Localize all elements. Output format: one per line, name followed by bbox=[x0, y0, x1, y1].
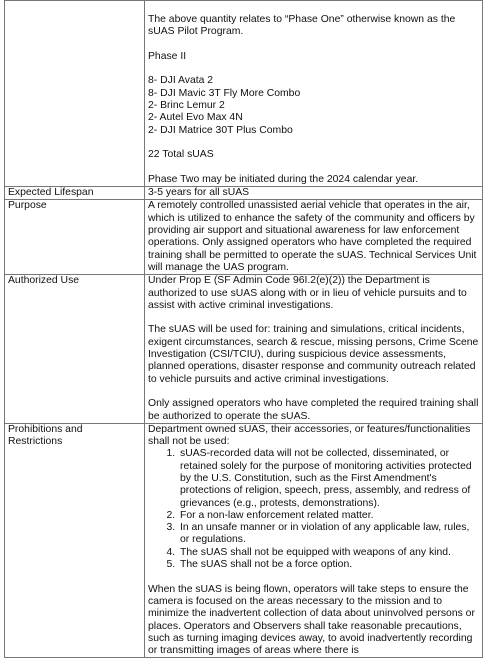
restrictions-list bbox=[148, 448, 479, 571]
total-count: 22 Total sUAS bbox=[148, 149, 214, 161]
row-label bbox=[5, 423, 145, 658]
paragraph: Under Prop E (SF Admin Code 96I.2(e)(2)) the Department is authorized to use sUAS along with or in lieu of vehicle pursuits and to assist with active criminal investigations. bbox=[148, 275, 467, 311]
row-content bbox=[145, 423, 483, 658]
row-label bbox=[5, 1, 145, 187]
row-label: Purpose bbox=[5, 200, 145, 275]
list-item: 5. The sUAS shall not be a force option. bbox=[178, 559, 479, 571]
paragraph: Only assigned operators who have completed the required training shall be authorized to operate the sUAS. bbox=[148, 398, 479, 422]
phase2-note: Phase Two may be initiated during the 2024 calendar year. bbox=[148, 173, 419, 185]
table-row bbox=[5, 200, 483, 275]
list-item: 8- DJI Avata 2 bbox=[148, 75, 214, 87]
policy-table bbox=[4, 0, 483, 658]
list-item: 2- Brinc Lemur 2 bbox=[148, 100, 225, 112]
list-item: 3. In an unsafe manner or in violation of any applicable law, rules, or regulations. bbox=[178, 522, 479, 547]
label-line: Prohibitions and bbox=[8, 423, 83, 435]
list-item: 1. sUAS-recorded data will not be collected, disseminated, or retained solely for the purpose of monitoring activities protected by the U.S. Constitution, such as the First Amendment's protections of religion, speech, press, assembly, and redress of grievances (e.g., protests, demonstrations). bbox=[178, 448, 479, 509]
paragraph: When the sUAS is being flown, operators will take steps to ensure the camera is focused on the areas necessary to the mission and to minimize the inadvertent collection of data about uninvolved persons or places. Operators and Observers shall take reasonable precautions, such as turning imaging devices away, to avoid inadvertently recording or transmitting images of areas where there is bbox=[148, 583, 475, 657]
table-row bbox=[5, 187, 483, 200]
row-content bbox=[145, 275, 483, 424]
row-content bbox=[145, 1, 483, 187]
paragraph: The sUAS will be used for: training and simulations, critical incidents, exigent circumstances, search & rescue, missing persons, Crime Scene Investigation (CSI/TCIU), during suspicious device assessments, planned operations, disaster response and community outreach related to vehicle pursuits and active criminal investigations. bbox=[148, 324, 479, 385]
list-item: 2. For a non-law enforcement related matter. bbox=[178, 510, 479, 522]
list-item: 2- Autel Evo Max 4N bbox=[148, 112, 243, 124]
document-page bbox=[4, 0, 481, 658]
label-line: Restrictions bbox=[8, 436, 63, 448]
list-item: 4. The sUAS shall not be equipped with weapons of any kind. bbox=[178, 547, 479, 559]
list-item: 8- DJI Mavic 3T Fly More Combo bbox=[148, 87, 301, 99]
row-label: Expected Lifespan bbox=[5, 187, 145, 200]
phase1-note: The above quantity relates to “Phase One” otherwise known as the sUAS Pilot Program. bbox=[148, 14, 456, 38]
phase2-heading: Phase II bbox=[148, 50, 187, 62]
row-content: 3-5 years for all sUAS bbox=[145, 187, 483, 200]
list-item: 2- DJI Matrice 30T Plus Combo bbox=[148, 124, 293, 136]
row-label: Authorized Use bbox=[5, 275, 145, 424]
table-row bbox=[5, 275, 483, 424]
table-row bbox=[5, 423, 483, 658]
table-row bbox=[5, 1, 483, 187]
row-content: A remotely controlled unassisted aerial vehicle that operates in the air, which is utilized to enhance the safety of the community and officers by providing air support and situational awareness for law enforcement operations. Only assigned operators who have completed the required training shall be permitted to operate the sUAS. Technical Services Unit will manage the UAS program. bbox=[145, 200, 483, 275]
paragraph: Department owned sUAS, their accessories, or features/functionalities shall not be used: bbox=[148, 423, 471, 448]
